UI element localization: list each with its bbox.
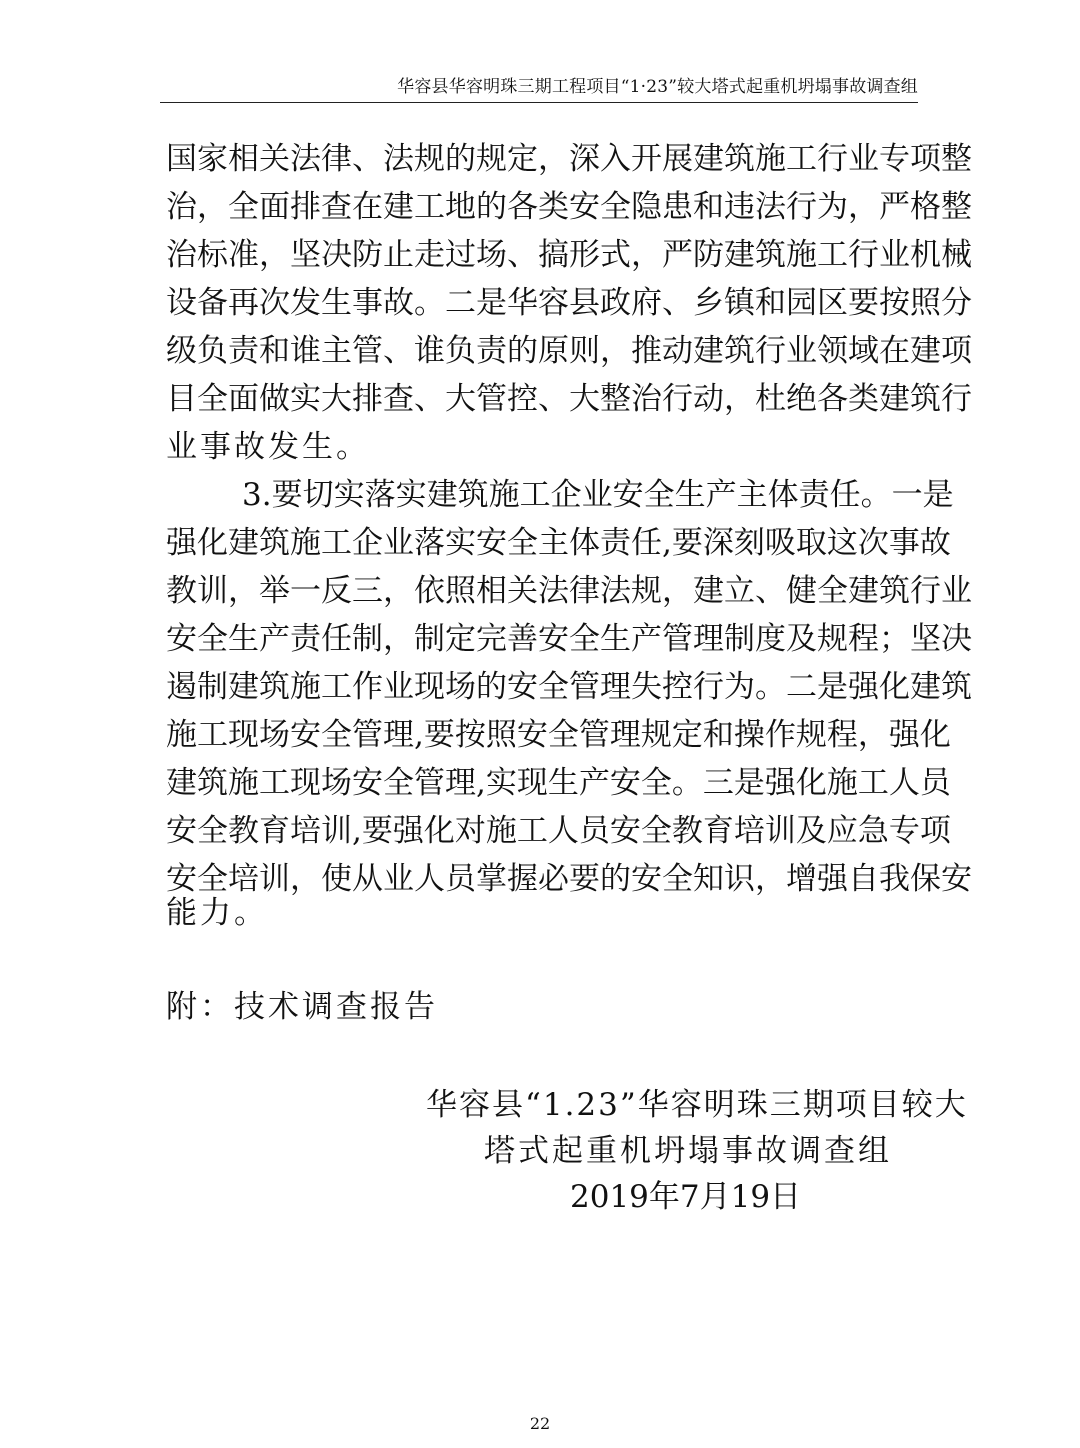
signature-line-2: 塔式起重机坍塌事故调查组 bbox=[484, 1133, 892, 1169]
body-line: 强化建筑施工企业落实安全主体责任,要深刻吸取这次事故 bbox=[166, 525, 951, 561]
page-number: 22 bbox=[529, 1414, 551, 1433]
body-line: 施工现场安全管理,要按照安全管理规定和操作规程，强化 bbox=[166, 717, 951, 753]
body-line: 遏制建筑施工作业现场的安全管理失控行为。二是强化建筑 bbox=[166, 669, 972, 705]
body-line: 能力。 bbox=[166, 895, 268, 931]
signature-date: 2019年7月19日 bbox=[570, 1179, 802, 1215]
body-line: 教训，举一反三，依照相关法律法规，建立、健全建筑行业 bbox=[166, 573, 972, 609]
body-line: 设备再次发生事故。二是华容县政府、乡镇和园区要按照分 bbox=[166, 285, 972, 321]
header-divider bbox=[160, 102, 918, 103]
attachment-note: 附：技术调查报告 bbox=[166, 989, 438, 1025]
body-line: 级负责和谁主管、谁负责的原则，推动建筑行业领域在建项 bbox=[166, 333, 972, 369]
body-line: 安全教育培训,要强化对施工人员安全教育培训及应急专项 bbox=[166, 813, 951, 849]
body-line: 安全培训，使从业人员掌握必要的安全知识，增强自我保安 bbox=[166, 861, 972, 897]
body-line: 治标准，坚决防止走过场、搞形式，严防建筑施工行业机械 bbox=[166, 237, 972, 273]
body-line: 安全生产责任制，制定完善安全生产管理制度及规程；坚决 bbox=[166, 621, 972, 657]
body-line: 国家相关法律、法规的规定，深入开展建筑施工行业专项整 bbox=[166, 141, 972, 177]
body-line: 业事故发生。 bbox=[166, 429, 370, 465]
running-header: 华容县华容明珠三期工程项目“1·23”较大塔式起重机坍塌事故调查组 bbox=[397, 77, 918, 97]
section-3-heading: 3.要切实落实建筑施工企业安全生产主体责任。一是 bbox=[242, 477, 954, 513]
body-line: 治，全面排查在建工地的各类安全隐患和违法行为，严格整 bbox=[166, 189, 972, 225]
body-line: 建筑施工现场安全管理,实现生产安全。三是强化施工人员 bbox=[166, 765, 951, 801]
signature-line-1: 华容县“1.23”华容明珠三期项目较大 bbox=[426, 1087, 968, 1123]
body-line: 目全面做实大排查、大管控、大整治行动，杜绝各类建筑行 bbox=[166, 381, 972, 417]
